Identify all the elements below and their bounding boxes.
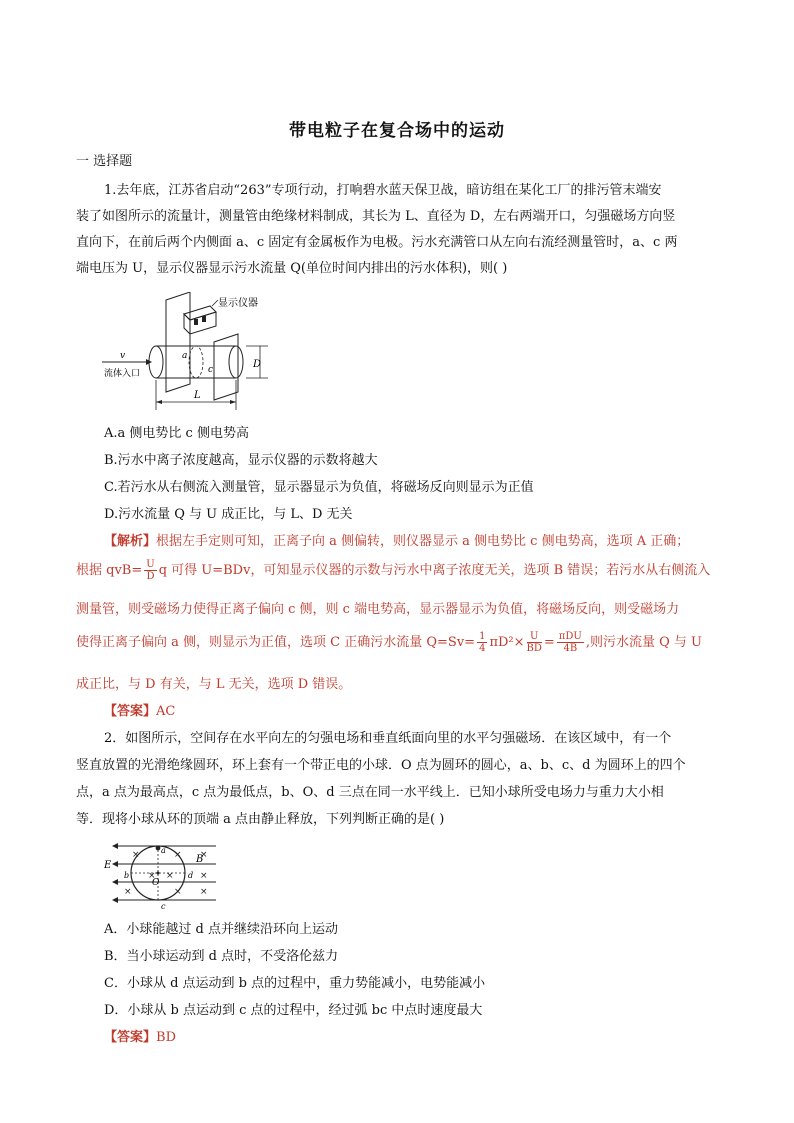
point-b-label: b <box>124 871 130 880</box>
svg-text:×: × <box>200 871 208 881</box>
svg-text:×: × <box>132 850 140 860</box>
section-heading: 一 选择题 <box>76 154 133 169</box>
q1-answer: 【答案】AC <box>104 704 176 719</box>
svg-text:×: × <box>124 887 132 897</box>
q2-stem-line-1: 2．如图所示，空间存在水平向左的匀强电场和垂直纸面向里的水平匀强磁场．在该区域中，有一个 <box>104 731 672 746</box>
page-title: 带电粒子在复合场中的运动 <box>289 121 505 141</box>
q1-stem-line-2: 装了如图所示的流量计，测量管由绝缘材料制成，其长为 L、直径为 D，左右两端开口，匀强磁场方向竖 <box>76 209 676 224</box>
field-e-label: E <box>104 860 112 871</box>
q1-option-b: B.污水中离子浓度越高，显示仪器的示数将越大 <box>104 453 378 468</box>
q1-stem-line-3: 直向下，在前后两个内侧面 a、c 固定有金属板作为电极。污水充满管口从左向右流经测量管时，a、c 两 <box>76 235 678 250</box>
q1-stem-line-1: 1.去年底，江苏省启动“263”专项行动，打响碧水蓝天保卫战，暗访组在某化工厂的排污管末端安 <box>104 183 662 198</box>
analysis-label: 【解析】 <box>104 534 157 549</box>
center-o-label: O <box>152 878 160 888</box>
ring-field-figure <box>104 838 222 912</box>
svg-text:×: × <box>174 850 182 860</box>
q2-stem-line-2: 竖直放置的光滑绝缘圆环，环上套有一个带正电的小球．O 点为圆环的圆心，a、b、c、d 为圆环上的四个 <box>76 758 686 773</box>
display-label: 显示仪器 <box>218 298 258 309</box>
svg-text:×: × <box>174 887 182 897</box>
velocity-label: v <box>120 351 126 361</box>
fraction-u-over-d: $\frac{U}{D}$ <box>146 559 155 582</box>
q1-option-d: D.污水流量 Q 与 U 成正比，与 L、D 无关 <box>104 507 353 522</box>
q2-option-c: C．小球从 d 点运动到 b 点的过程中，重力势能减小，电势能减小 <box>104 976 486 991</box>
fraction-one-quarter: $\frac{1}{4}$ <box>479 631 486 654</box>
q1-analysis-line-4: 使得正离子偏向 a 侧，则显示为正值，选项 C 正确污水流量 Q=Sv= $\frac{1}{4}$ πD²× $\frac{U}{BD}$ = $\frac{\text{πDU}}{4B}$ ,则污水流量 Q 与 U <box>76 631 702 654</box>
q2-option-a: A．小球能越过 d 点并继续沿环向上运动 <box>104 922 338 937</box>
diameter-label: D <box>253 359 262 370</box>
svg-text:×: × <box>166 871 174 881</box>
q2-stem-line-4: 等．现将小球从环的顶端 a 点由静止释放，下列判断正确的是( ) <box>76 812 445 827</box>
q2-option-b: B．当小球运动到 d 点时，不受洛伦兹力 <box>104 949 339 964</box>
q1-analysis-line-3: 测量管，则受磁场力使得正离子偏向 c 侧，则 c 端电势高，显示器显示为负值，将磁场反向，则受磁场力 <box>76 602 680 617</box>
q2-stem-line-3: 点，a 点为最高点，c 点为最低点，b、O、d 三点在同一水平线上．已知小球所受电场力与重力大小相 <box>76 785 664 800</box>
fraction-pidu-over-4b: $\frac{\text{πDU}}{4B}$ <box>558 631 582 654</box>
flow-meter-figure <box>100 292 270 412</box>
q1-analysis-line-1: 【解析】根据左手定则可知，正离子向 a 侧偏转，则仪器显示 a 侧电势比 c 侧电势高，选项 A 正确； <box>104 534 690 549</box>
q2-option-d: D．小球从 b 点运动到 c 点的过程中，经过弧 bc 中点时速度最大 <box>104 1003 483 1018</box>
q2-answer: 【答案】BD <box>104 1030 176 1045</box>
q1-stem-line-4: 端电压为 U，显示仪器显示污水流量 Q(单位时间内排出的污水体积)，则( ) <box>76 261 508 276</box>
inlet-label: 流体入口 <box>104 369 141 379</box>
point-a-label: a <box>161 846 166 855</box>
field-b-label: B <box>196 854 204 865</box>
fraction-u-over-bd: $\frac{U}{BD}$ <box>526 631 542 654</box>
electrode-a-label: a <box>182 351 188 361</box>
point-d-label: d <box>188 871 194 880</box>
electrode-c-label: c <box>208 365 214 375</box>
point-c-label: c <box>161 902 166 911</box>
q1-option-a: A.a 侧电势比 c 侧电势高 <box>104 426 249 441</box>
length-label: L <box>194 390 201 401</box>
q1-analysis-line-5: 成正比，与 D 有关，与 L 无关，选项 D 错误。 <box>76 677 352 692</box>
q1-analysis-line-2: 根据 qvB= $\frac{U}{D}$ q 可得 U=BDv，可知显示仪器的示数与污水中离子浓度无关，选项 B 错误；若污水从右侧流入 <box>76 559 711 582</box>
q1-option-c: C.若污水从右侧流入测量管，显示器显示为负值，将磁场反向则显示为正值 <box>104 480 534 495</box>
svg-text:×: × <box>148 871 156 881</box>
svg-text:×: × <box>200 850 208 860</box>
svg-text:×: × <box>200 887 208 897</box>
